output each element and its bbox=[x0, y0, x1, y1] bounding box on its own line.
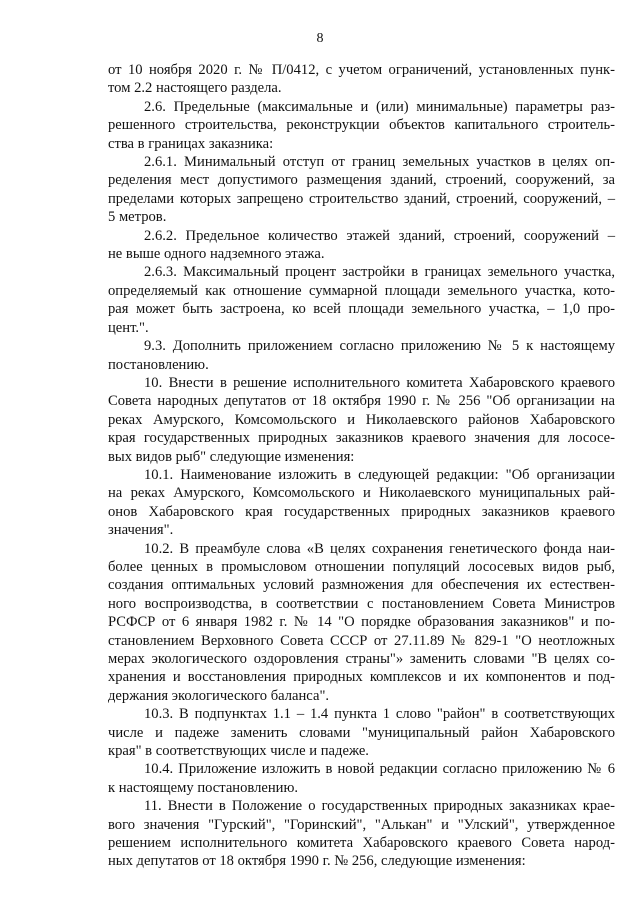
text-line: цент.". bbox=[108, 319, 149, 336]
text-line: числе и падеже заменить словами "муниципальный район Хабаровского bbox=[108, 724, 615, 741]
text-line: ного воспроизводства, в соответствии с постановлением Совета Министров bbox=[108, 595, 615, 612]
text-line: становлением Верховного Совета СССР от 27.11.89 № 829-1 "О неотложных bbox=[108, 632, 615, 649]
text-line: 2.6.1. Минимальный отступ от границ земельных участков в целях оп- bbox=[144, 154, 615, 171]
text-line: края государственных природных заказников краевого значения для лососе- bbox=[108, 430, 615, 447]
paragraph-p10 bbox=[108, 760, 615, 797]
text-line: том 2.2 настоящего раздела. bbox=[108, 80, 282, 97]
text-line: 2.6.2. Предельное количество этажей зданий, строений, сооружений – bbox=[144, 227, 615, 244]
text-line: решением исполнительного комитета Хабаровского краевого Совета народ- bbox=[108, 835, 615, 852]
text-line: держания экологического баланса". bbox=[108, 687, 330, 704]
text-line: постановлению. bbox=[108, 356, 209, 373]
text-line: на реках Амурского, Комсомольского и Николаевского муниципальных рай- bbox=[108, 485, 615, 502]
paragraph-p6 bbox=[108, 374, 615, 466]
text-line: создания оптимальных условий размножения для обеспечения их естествен- bbox=[108, 577, 615, 594]
paragraph-p2 bbox=[108, 153, 615, 227]
text-line: 9.3. Дополнить приложением согласно приложению № 5 к настоящему bbox=[144, 338, 615, 355]
paragraph-p8 bbox=[108, 540, 615, 706]
document-body bbox=[108, 61, 615, 871]
text-line: более ценных в промысловом отношении популяций лососевых видов рыб, bbox=[108, 558, 615, 575]
paragraph-p7 bbox=[108, 466, 615, 540]
text-line: не выше одного надземного этажа. bbox=[108, 246, 325, 263]
text-line: края" в соответствующих числе и падеже. bbox=[108, 743, 369, 760]
text-line: хранения и восстановления природных комплексов и их компонентов и под- bbox=[108, 669, 615, 686]
text-line: ных депутатов от 18 октября 1990 г. № 256, следующие изменения: bbox=[108, 853, 526, 870]
paragraph-p3 bbox=[108, 227, 615, 264]
text-line: решенного строительства, реконструкции объектов капитального строитель- bbox=[108, 117, 615, 134]
paragraph-p1 bbox=[108, 98, 615, 153]
text-line: 10.1. Наименование изложить в следующей редакции: "Об организации bbox=[144, 466, 615, 483]
text-line: 10. Внести в решение исполнительного комитета Хабаровского краевого bbox=[144, 374, 615, 391]
paragraph-p11 bbox=[108, 797, 615, 871]
page-number: 8 bbox=[316, 31, 324, 46]
text-line: пределами которых запрещено строительство зданий, строений, сооружений, – bbox=[108, 190, 615, 207]
text-line: РСФСР от 6 января 1982 г. № 14 "О порядке образования заказников" и по- bbox=[108, 614, 615, 631]
text-line: 11. Внести в Положение о государственных природных заказниках крае- bbox=[144, 798, 615, 815]
paragraph-p9 bbox=[108, 705, 615, 760]
text-line: ределения мест допустимого размещения зданий, строений, сооружений, за bbox=[108, 172, 615, 189]
paragraph-p4 bbox=[108, 263, 615, 337]
text-line: мерах экологического оздоровления страны"» заменить словами "В целях со- bbox=[108, 651, 615, 667]
text-line: от 10 ноября 2020 г. № П/0412, с учетом ограничений, установленных пунк- bbox=[108, 62, 615, 78]
text-line: 5 метров. bbox=[108, 209, 167, 226]
text-line: вых видов рыб" следующие изменения: bbox=[108, 448, 355, 465]
text-line: ства в границах заказника: bbox=[108, 135, 274, 152]
text-line: Совета народных депутатов от 18 октября 1990 г. № 256 "Об организации на bbox=[108, 393, 615, 410]
text-line: реках Амурского, Комсомольского и Николаевского районов Хабаровского bbox=[108, 411, 615, 428]
text-line: 2.6. Предельные (максимальные и (или) минимальные) параметры раз- bbox=[144, 98, 615, 115]
text-line: рая может быть застроена, ко всей площади земельного участка, – 1,0 про- bbox=[108, 301, 615, 318]
text-line: определяемый как отношение суммарной площади земельного участка, кото- bbox=[108, 282, 615, 299]
paragraph-p0 bbox=[108, 61, 615, 98]
text-line: к настоящему постановлению. bbox=[108, 779, 299, 796]
text-line: 10.4. Приложение изложить в новой редакции согласно приложению № 6 bbox=[144, 761, 615, 778]
text-line: 10.2. В преамбуле слова «В целях сохранения генетического фонда наи- bbox=[144, 540, 615, 557]
text-line: 10.3. В подпунктах 1.1 – 1.4 пункта 1 слово "район" в соответствующих bbox=[144, 706, 615, 723]
text-line: вого значения "Гурский", "Горинский", "Алькан" и "Улский", утвержденное bbox=[108, 816, 615, 833]
text-line: 2.6.3. Максимальный процент застройки в границах земельного участка, bbox=[144, 264, 615, 281]
text-line: онов Хабаровского края государственных природных заказников краевого bbox=[108, 503, 615, 520]
text-line: значения". bbox=[108, 522, 174, 539]
paragraph-p5 bbox=[108, 337, 615, 374]
